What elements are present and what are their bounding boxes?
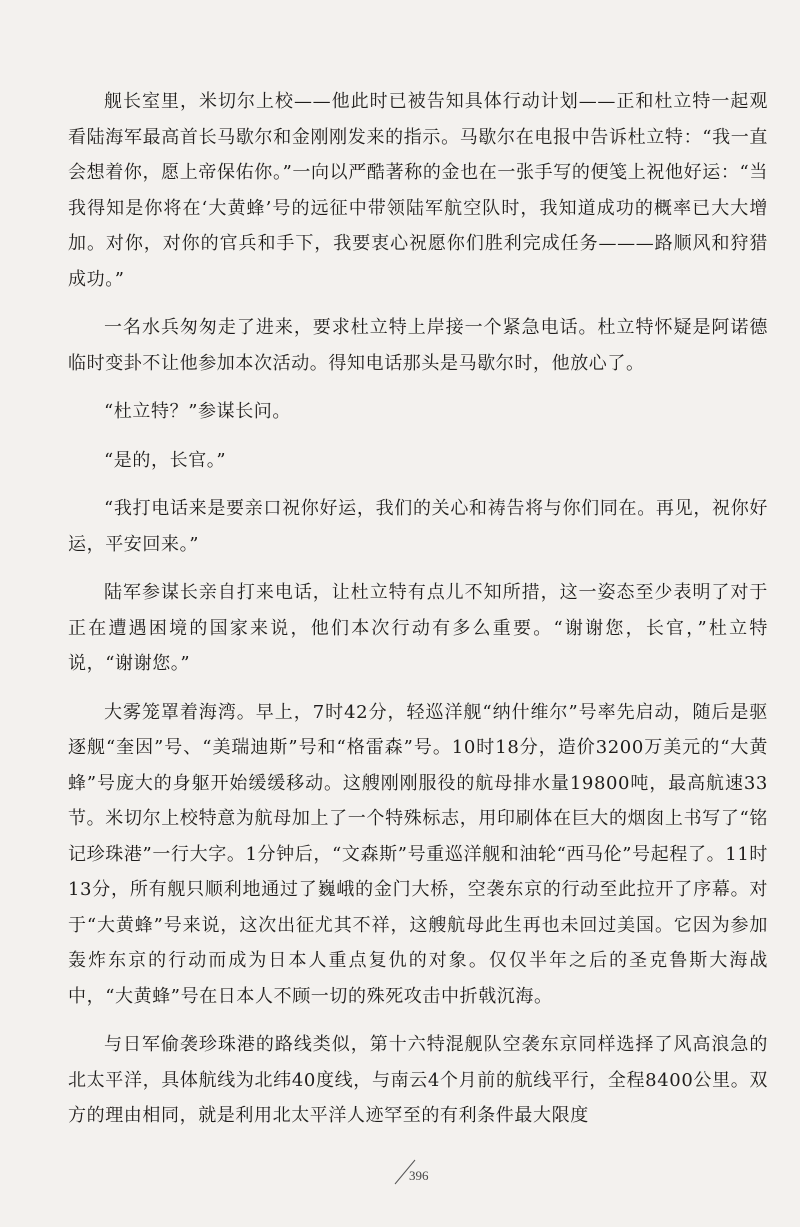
paragraph: 与日军偷袭珍珠港的路线类似，第十六特混舰队空袭东京同样选择了风高浪急的北太平洋，具体航线为北纬40度线，与南云4个月前的航线平行，全程8400公里。双方的理由相同，就是利用北太平洋人迹罕至的有利条件最大限度 — [68, 1034, 768, 1126]
paragraph: 舰长室里，米切尔上校——他此时已被告知具体行动计划——正和杜立特一起观看陆海军最高首长马歇尔和金刚刚发来的指示。马歇尔在电报中告诉杜立特：“我一直会想着你，愿上帝保佑你。”一向以严酷著称的金也在一张手写的便笺上祝他好运：“当我得知是你将在‘大黄蜂’号的远征中带领陆军航空队时，我知道成功的概率已大大增加。对你，对你的官兵和手下，我要衷心祝愿你们胜利完成任务———路顺风和狩猎成功。” — [68, 91, 768, 290]
paragraph: 大雾笼罩着海湾。早上，7时42分，轻巡洋舰“纳什维尔”号率先启动，随后是驱逐舰“奎因”号、“美瑞迪斯”号和“格雷森”号。10时18分，造价3200万美元的“大黄蜂”号庞大的身躯开始缓缓移动。这艘刚刚服役的航母排水量19800吨，最高航速33节。米切尔上校特意为航母加上了一个特殊标志，用印刷体在巨大的烟囱上书写了“铭记珍珠港”一行大字。1分钟后，“文森斯”号重巡洋舰和油轮“西马伦”号起程了。11时13分，所有舰只顺利地通过了巍峨的金门大桥，空袭东京的行动至此拉开了序幕。对于“大黄蜂”号来说，这次出征尤其不祥，这艘航母此生再也未回过美国。它因为参加轰炸东京的行动而成为日本人重点复仇的对象。仅仅半年之后的圣克鲁斯大海战中，“大黄蜂”号在日本人不顾一切的殊死攻击中折戟沉海。 — [68, 701, 768, 1007]
page-number: 396 — [409, 1168, 429, 1183]
body-text — [68, 84, 768, 1147]
paragraph: “是的，长官。” — [104, 449, 227, 471]
page-footer — [385, 1158, 445, 1188]
paragraph: 一名水兵匆匆走了进来，要求杜立特上岸接一个紧急电话。杜立特怀疑是阿诺德临时变卦不让他参加本次活动。得知电话那头是马歇尔时，他放心了。 — [68, 317, 768, 374]
paragraph: “我打电话来是要亲口祝你好运，我们的关心和祷告将与你们同在。再见，祝你好运，平安回来。” — [68, 498, 768, 555]
paragraph: “杜立特？”参谋长问。 — [104, 401, 292, 422]
paragraph: 陆军参谋长亲自打来电话，让杜立特有点儿不知所措，这一姿态至少表明了对于正在遭遇困境的国家来说，他们本次行动有多么重要。“谢谢您，长官，”杜立特说，“谢谢您。” — [68, 582, 768, 674]
